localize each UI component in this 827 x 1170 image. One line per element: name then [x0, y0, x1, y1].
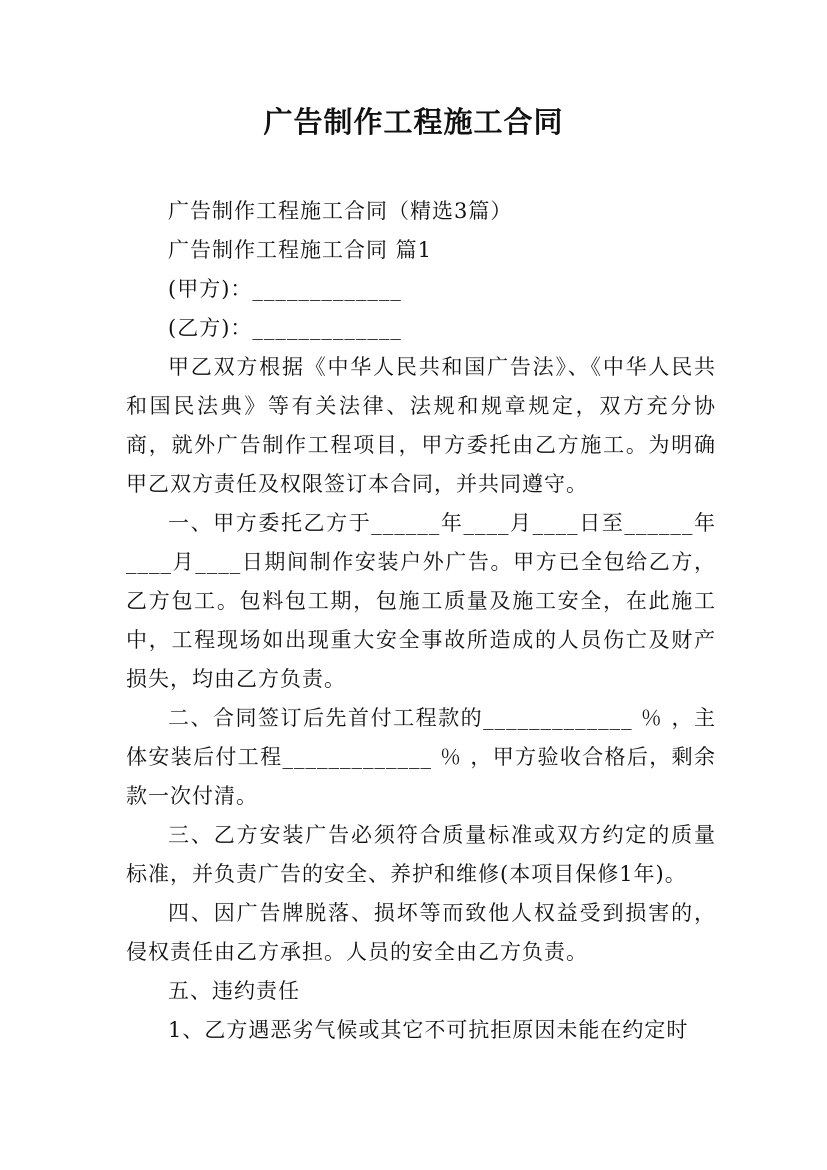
paragraph-section-heading: 广告制作工程施工合同 篇1: [168, 238, 433, 262]
paragraph-clause-5-heading: 五、违约责任: [168, 979, 300, 1003]
paragraph-clause-2: 二、合同签订后先首付工程款的_____________ ％ ，主体安装后付工程_____________ ％ ，甲方验收合格后，剩余款一次付清。: [126, 706, 716, 808]
paragraph-clause-1: 一、甲方委托乙方于______年____月____日至______年____月____日期间制作安装户外广告。甲方已全包给乙方，乙方包工。包料包工期，包施工质量及施工安全，在此施工中，工程现场如出现重大安全事故所造成的人员伤亡及财产损失，均由乙方负责。: [126, 511, 716, 691]
paragraph-clause-4: 四、因广告牌脱落、损坏等而致他人权益受到损害的，侵权责任由乙方承担。人员的安全由乙方负责。: [126, 901, 716, 964]
document-body: [126, 192, 716, 1050]
document-title: 广告制作工程施工合同: [263, 105, 564, 139]
paragraph-clause-3: 三、乙方安装广告必须符合质量标准或双方约定的质量标准，并负责广告的安全、养护和维修(本项目保修1年)。: [126, 823, 716, 886]
paragraph-preamble: 甲乙双方根据《中华人民共和国广告法》、《中华人民共和国民法典》等有关法律、法规和规章规定，双方充分协商，就外广告制作工程项目，甲方委托由乙方施工。为明确甲乙双方责任及权限签订本合同，并共同遵守。: [126, 355, 716, 496]
paragraph-party-b: (乙方)：_____________: [168, 316, 402, 340]
paragraph-clause-5-item-1: 1、乙方遇恶劣气候或其它不可抗拒原因未能在约定时: [168, 1018, 689, 1042]
paragraph-collection-heading: 广告制作工程施工合同（精选3篇）: [168, 199, 513, 223]
paragraph-party-a: (甲方)：_____________: [168, 277, 402, 301]
